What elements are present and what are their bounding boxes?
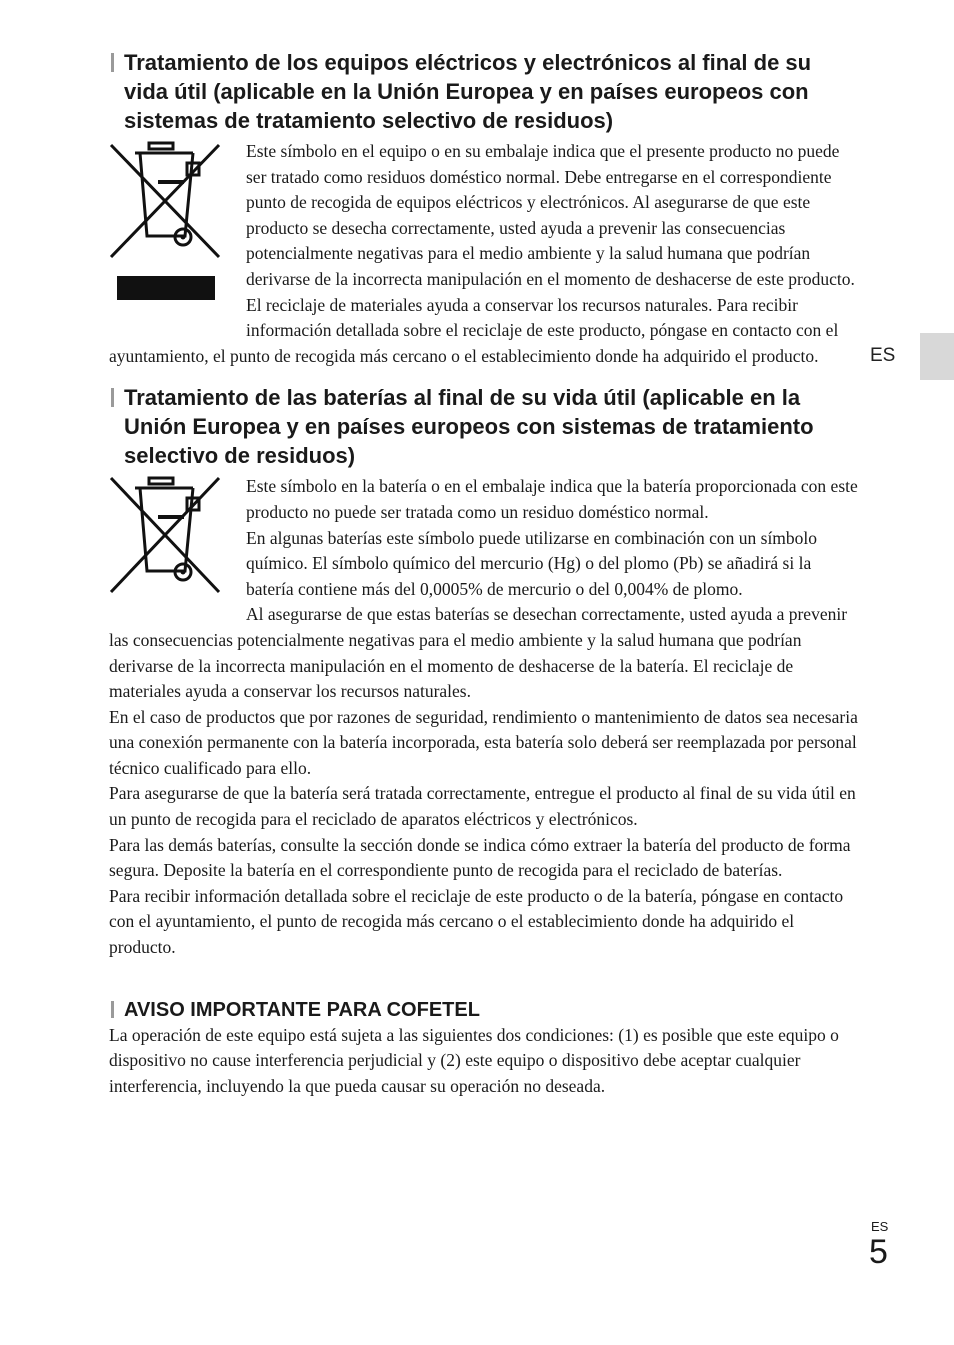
bin-underline-bar: [117, 276, 215, 300]
heading-marker: [111, 1001, 114, 1018]
footer-language: ES: [871, 1219, 889, 1234]
section-title: [109, 383, 859, 470]
section-weee: [109, 48, 859, 369]
bin-drawing: [109, 139, 225, 264]
paragraph: Este símbolo en la batería o en el embalaje indica que la batería proporcionada con este producto no puede ser tratada como un residuo doméstico normal.: [246, 476, 858, 522]
heading-marker: [111, 388, 114, 407]
crossed-out-bin-icon: [109, 139, 246, 319]
paragraph: Al asegurarse de que estas baterías se desechan correctamente, usted ayuda a prevenir las consecuencias potencialmente negativas para el medio ambiente y la salud humana que podrían derivarse de la incorrecta manipulación en el momento de deshacerse de la batería. El reciclaje de materiales ayuda a conservar los recursos naturales.: [109, 604, 848, 702]
paragraph: En algunas baterías este símbolo puede utilizarse en combinación con un símbolo químico. El símbolo químico del mercurio (Hg) o del plomo (Pb) se añadirá si la batería contiene más del 0,0005% de mercurio o del 0,004% de plomo.: [246, 527, 818, 599]
language-side-tab: [920, 333, 954, 380]
paragraph: En el caso de productos que por razones de seguridad, rendimiento o mantenimiento de datos sea necesaria una conexión permanente con la batería incorporada, esta batería solo deberá ser reemplazada por personal técnico cualificado para ello.: [109, 706, 858, 778]
section-title-text: AVISO IMPORTANTE PARA COFETEL: [124, 998, 480, 1021]
page-content: [109, 48, 859, 1113]
battery-notice: [109, 474, 859, 960]
bin-drawing: [109, 474, 225, 599]
heading-marker: [111, 53, 114, 72]
section-title: [109, 997, 859, 1023]
paragraph: La operación de este equipo está sujeta a las siguientes dos condiciones: (1) es posible que este equipo o dispositivo no cause interferencia perjudicial y (2) este equipo o dispositivo debe aceptar cualquier interferencia, incluyendo la que pueda causar su operación no deseada.: [109, 1024, 839, 1096]
section-batteries: [109, 383, 859, 960]
language-label: ES: [870, 345, 896, 366]
section-cofetel: [109, 997, 859, 1100]
paragraph: Este símbolo en el equipo o en su embalaje indica que el presente producto no puede ser tratado como residuos doméstico normal. Debe entregarse en el correspondiente punto de recogida de equipos eléctricos y electrónicos. Al asegurarse de que este producto se desecha correctamente, usted ayuda a prevenir las consecuencias potencialmente negativas para el medio ambiente y la salud humana que podrían derivarse de la incorrecta manipulación en el momento de deshacerse de este producto. El reciclaje de materiales ayuda a conservar los recursos naturales. Para recibir información detallada sobre el reciclaje de este producto, póngase en contacto con el ayuntamiento, el punto de recogida más cercano o el establecimiento donde ha adquirido el producto.: [109, 141, 855, 366]
page-number: 5: [869, 1233, 888, 1271]
paragraph: Para recibir información detallada sobre el reciclaje de este producto o de la batería, póngase en contacto con el ayuntamiento, el punto de recogida más cercano o el establecimiento donde ha adquirido el producto.: [109, 885, 844, 958]
paragraph: Para asegurarse de que la batería será tratada correctamente, entregue el producto al final de su vida útil en un punto de recogida para el reciclado de aparatos eléctricos y electrónicos.: [109, 783, 856, 830]
section-title-text: Tratamiento de los equipos eléctricos y electrónicos al final de su vida útil (aplicable en la Unión Europea y en países europeos con sistemas de tratamiento selectivo de residuos): [124, 50, 812, 133]
paragraph: Para las demás baterías, consulte la sección donde se indica cómo extraer la batería del producto de forma segura. Deposite la batería en el correspondiente punto de recogida para el reciclado de baterías.: [109, 834, 851, 881]
section-title-text: Tratamiento de las baterías al final de su vida útil (aplicable en la Unión Europea y en países europeos con sistemas de tratamiento selectivo de residuos): [124, 385, 814, 469]
section-title: [109, 48, 859, 135]
crossed-out-bin-icon: [109, 474, 246, 609]
weee-notice: [109, 139, 859, 369]
